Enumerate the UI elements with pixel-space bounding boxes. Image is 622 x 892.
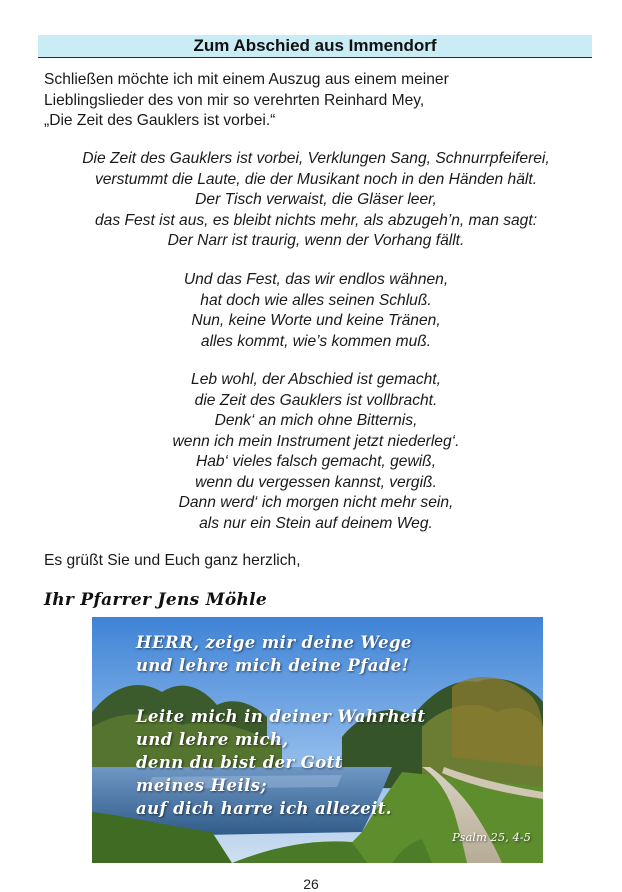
intro-line: Schließen möchte ich mit einem Auszug aus einem meiner bbox=[44, 71, 449, 88]
psalm-landscape-photo bbox=[92, 617, 543, 863]
poem-line: die Zeit des Gauklers ist vollbracht. bbox=[194, 391, 438, 409]
psalm-reference: Psalm 25, 4-5 bbox=[452, 830, 531, 844]
verse-line: denn du bist der Gott bbox=[136, 753, 343, 772]
verse-line: HERR, zeige mir deine Wege bbox=[136, 633, 412, 652]
intro-paragraph bbox=[44, 70, 584, 132]
page-title: Zum Abschied aus Immendorf bbox=[193, 36, 437, 55]
verse-line: und lehre mich deine Pfade! bbox=[136, 656, 410, 675]
poem-line: Hab‘ vieles falsch gemacht, gewiß, bbox=[195, 453, 437, 470]
poem-line: hat doch wie alles seinen Schluß. bbox=[200, 291, 432, 309]
greeting-text: Es grüßt Sie und Euch ganz herzlich, bbox=[44, 552, 301, 569]
poem-stanza-1 bbox=[28, 149, 604, 252]
poem-line: Leb wohl, der Abschied ist gemacht, bbox=[191, 371, 441, 388]
poem-line: Die Zeit des Gauklers ist vorbei, Verklungen Sang, Schnurrpfeiferei, bbox=[82, 150, 550, 167]
poem-line: Dann werd‘ ich morgen nicht mehr sein, bbox=[178, 494, 454, 511]
poem-stanza-2 bbox=[28, 270, 604, 352]
verse-line: meines Heils; bbox=[136, 776, 267, 795]
verse-line: Leite mich in deiner Wahrheit bbox=[136, 707, 426, 726]
signature: Ihr Pfarrer Jens Möhle bbox=[44, 590, 268, 610]
poem-line: Der Tisch verwaist, die Gläser leer, bbox=[195, 191, 437, 208]
verse-line: auf dich harre ich allezeit. bbox=[136, 799, 392, 818]
page-number: 26 bbox=[303, 876, 319, 892]
verse-line: und lehre mich, bbox=[136, 730, 289, 749]
poem-line: das Fest ist aus, es bleibt nichts mehr, als abzugeh’n, man sagt: bbox=[94, 211, 538, 229]
section-header-band bbox=[38, 35, 592, 58]
poem-stanza-3 bbox=[28, 370, 604, 534]
intro-line: „Die Zeit des Gauklers ist vorbei.“ bbox=[44, 112, 276, 129]
poem-line: Nun, keine Worte und keine Tränen, bbox=[191, 312, 441, 329]
poem-line: wenn ich mein Instrument jetzt niederleg‘. bbox=[172, 432, 460, 450]
poem-line: Denk‘ an mich ohne Bitternis, bbox=[214, 412, 418, 429]
poem-line: wenn du vergessen kannst, vergiß. bbox=[195, 473, 437, 491]
poem-line: alles kommt, wie’s kommen muß. bbox=[200, 332, 432, 350]
poem-line: Der Narr ist traurig, wenn der Vorhang fällt. bbox=[167, 232, 465, 249]
intro-line: Lieblingslieder des von mir so verehrten Reinhard Mey, bbox=[44, 91, 425, 109]
poem-line: Und das Fest, das wir endlos wähnen, bbox=[183, 271, 449, 288]
poem-line: als nur ein Stein auf deinem Weg. bbox=[199, 514, 433, 532]
poem-line: verstummt die Laute, die der Musikant noch in den Händen hält. bbox=[94, 170, 538, 188]
